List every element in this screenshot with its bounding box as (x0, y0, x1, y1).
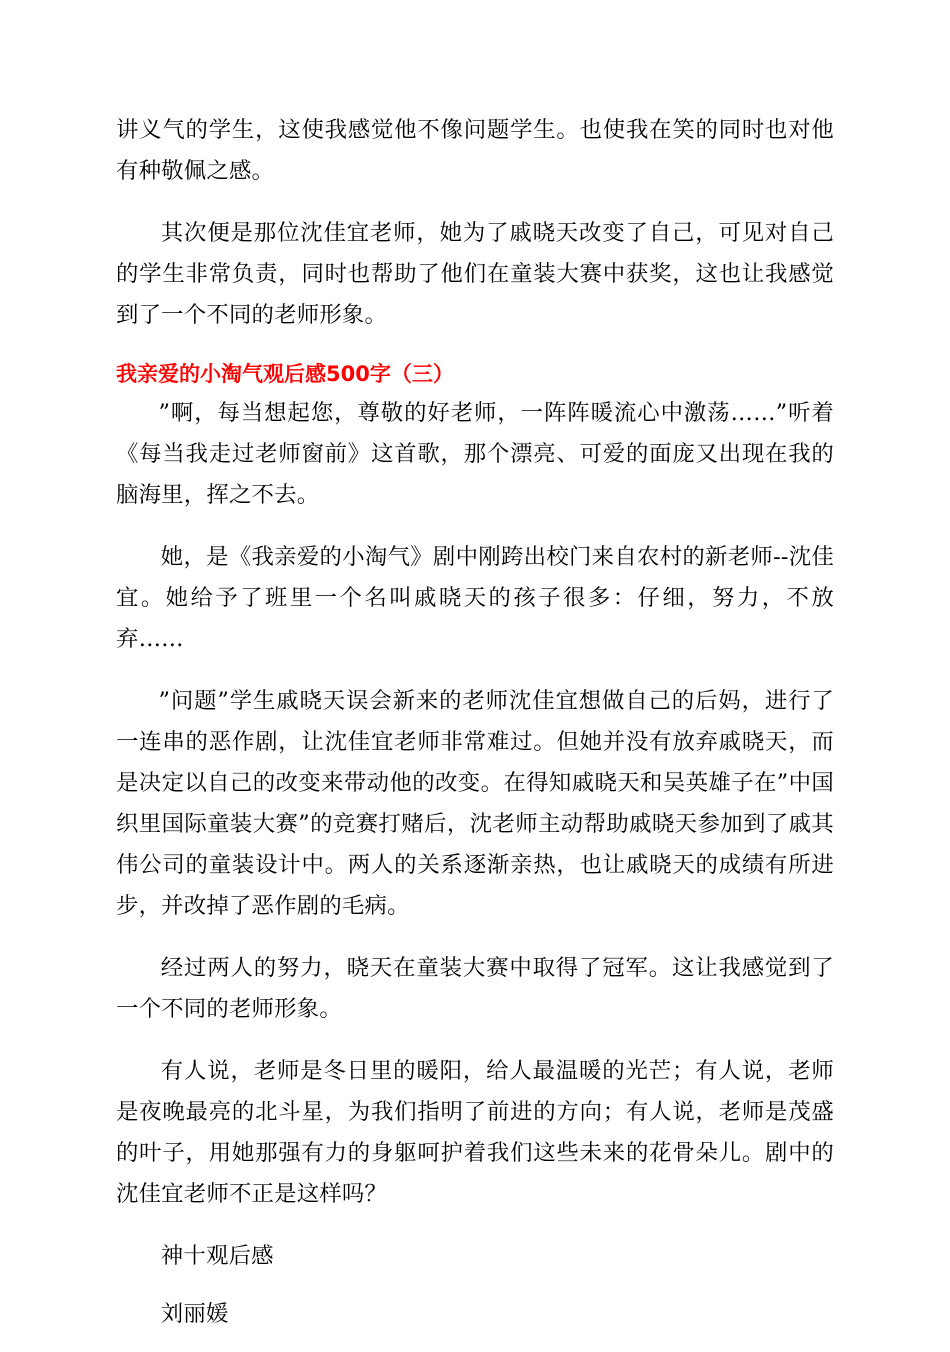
paragraph-1: 讲义气的学生，这使我感觉他不像问题学生。也使我在笑的同时也对他有种敬佩之感。 (116, 117, 834, 184)
paragraph-3: ”啊，每当想起您，尊敬的好老师，一阵阵暖流心中激荡……”听着《每当我走过老师窗前》这首歌，那个漂亮、可爱的面庞又出现在我的脑海里，挥之不去。 (116, 400, 834, 508)
document-page (116, 110, 834, 1352)
section-heading: 我亲爱的小淘气观后感500字（三） (116, 362, 454, 386)
paragraph-7: 有人说，老师是冬日里的暖阳，给人最温暖的光芒；有人说，老师是夜晚最亮的北斗星，为我们指明了前进的方向；有人说，老师是茂盛的叶子，用她那强有力的身躯呵护着我们这些未来的花骨朵儿。剧中的沈佳宜老师不正是这样吗？ (116, 1058, 834, 1207)
author-name: 刘丽媛 (160, 1301, 229, 1327)
paragraph-2: 其次便是那位沈佳宜老师，她为了戚晓天改变了自己，可见对自己的学生非常负责，同时也帮助了他们在童装大赛中获奖，这也让我感觉到了一个不同的老师形象。 (116, 220, 834, 328)
paragraph-6: 经过两人的努力，晓天在童装大赛中取得了冠军。这让我感觉到了一个不同的老师形象。 (116, 955, 834, 1022)
paragraph-5: ”问题”学生戚晓天误会新来的老师沈佳宜想做自己的后妈，进行了一连串的恶作剧，让沈佳宜老师非常难过。但她并没有放弃戚晓天，而是决定以自己的改变来带动他的改变。在得知戚晓天和吴英雄子在”中国织里国际童装大赛”的竞赛打赌后，沈老师主动帮助戚晓天参加到了戚其伟公司的童装设计中。两人的关系逐渐亲热，也让戚晓天的成绩有所进步，并改掉了恶作剧的毛病。 (116, 688, 834, 919)
paragraph-4: 她，是《我亲爱的小淘气》剧中刚跨出校门来自农村的新老师--沈佳宜。她给予了班里一个名叫戚晓天的孩子很多：仔细，努力，不放弃…… (116, 544, 834, 652)
paragraph-8: 神十观后感 (160, 1243, 274, 1269)
